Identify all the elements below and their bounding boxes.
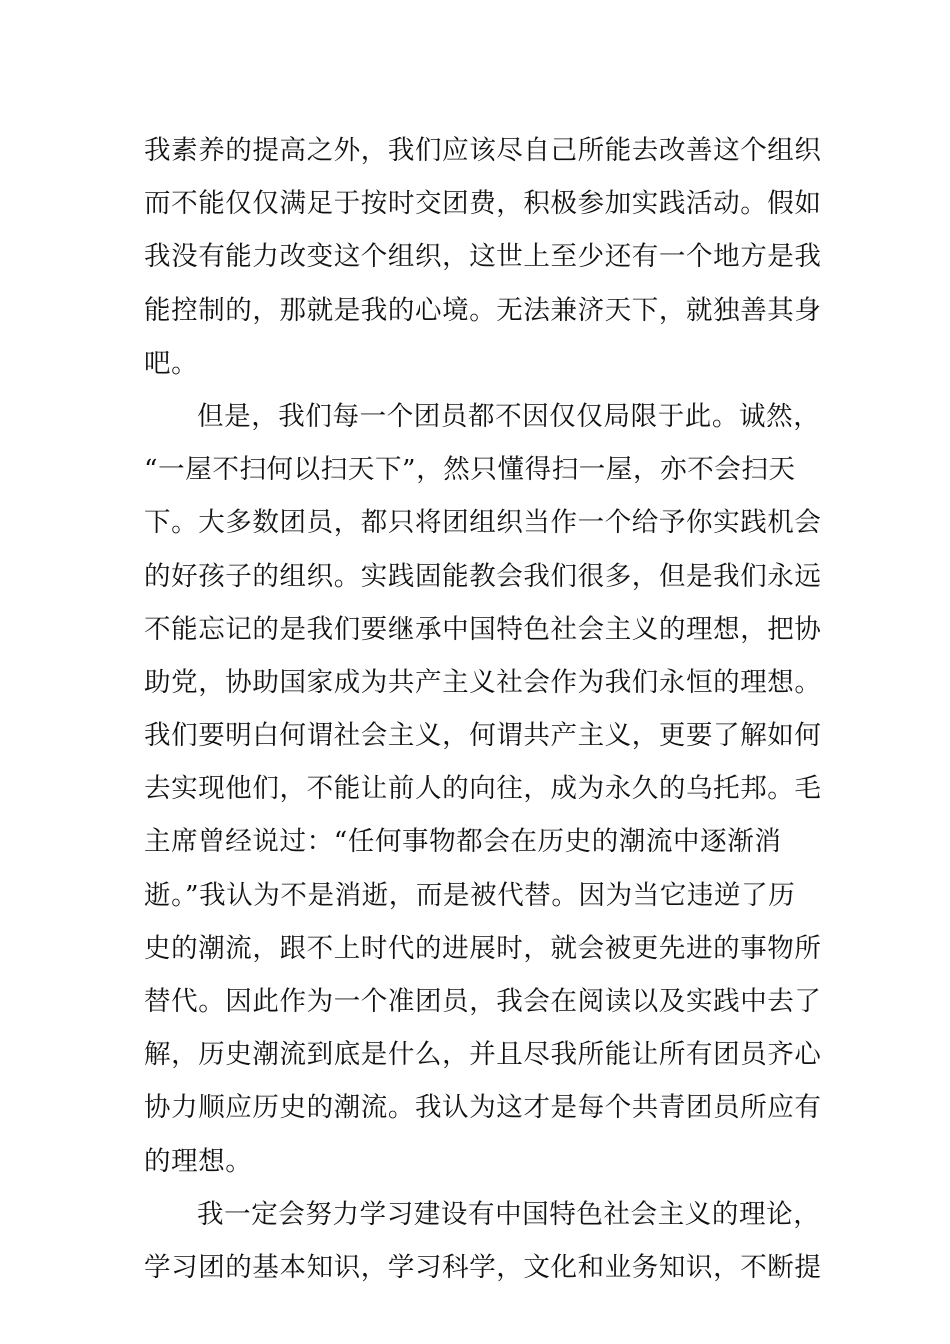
text-line: 能控制的，那就是我的心境。无法兼济天下，就独善其身 xyxy=(144,294,822,326)
text-line: 史的潮流，跟不上时代的进展时，就会被更先进的事物所 xyxy=(144,932,822,964)
text-line: 解，历史潮流到底是什么，并且尽我所能让所有团员齐心 xyxy=(144,1039,822,1071)
text-line: 的理想。 xyxy=(144,1145,253,1177)
text-line: 我们要明白何谓社会主义，何谓共产主义，更要了解如何 xyxy=(144,720,822,752)
paragraph-start-line: 但是，我们每一个团员都不因仅仅局限于此。诚然， xyxy=(197,400,821,432)
text-line: 助党，协助国家成为共产主义社会作为我们永恒的理想。 xyxy=(144,666,822,698)
text-line: 学习团的基本知识，学习科学，文化和业务知识，不断提 xyxy=(144,1251,822,1283)
text-line: 主席曾经说过：“任何事物都会在历史的潮流中逐渐消 xyxy=(144,826,782,858)
body-text xyxy=(144,124,822,1294)
text-line: 吧。 xyxy=(144,347,199,379)
text-line: “一屋不扫何以扫天下”，然只懂得扫一屋，亦不会扫天 xyxy=(144,454,796,486)
text-line: 协力顺应历史的潮流。我认为这才是每个共青团员所应有 xyxy=(144,1092,822,1124)
text-line: 下。大多数团员，都只将团组织当作一个给予你实践机会 xyxy=(144,507,822,539)
paragraph-start-line: 我一定会努力学习建设有中国特色社会主义的理论， xyxy=(197,1198,821,1230)
text-line: 替代。因此作为一个准团员，我会在阅读以及实践中去了 xyxy=(144,986,822,1017)
text-line: 我素养的提高之外，我们应该尽自己所能去改善这个组织 xyxy=(144,135,822,166)
text-line: 不能忘记的是我们要继承中国特色社会主义的理想，把协 xyxy=(144,613,822,645)
text-line: 的好孩子的组织。实践固能教会我们很多，但是我们永远 xyxy=(144,560,822,592)
text-line: 逝。”我认为不是消逝，而是被代替。因为当它违逆了历 xyxy=(144,879,796,911)
text-line: 而不能仅仅满足于按时交团费，积极参加实践活动。假如 xyxy=(144,188,822,220)
text-line: 我没有能力改变这个组织，这世上至少还有一个地方是我 xyxy=(144,241,822,273)
text-line: 去实现他们，不能让前人的向往，成为永久的乌托邦。毛 xyxy=(144,773,822,805)
